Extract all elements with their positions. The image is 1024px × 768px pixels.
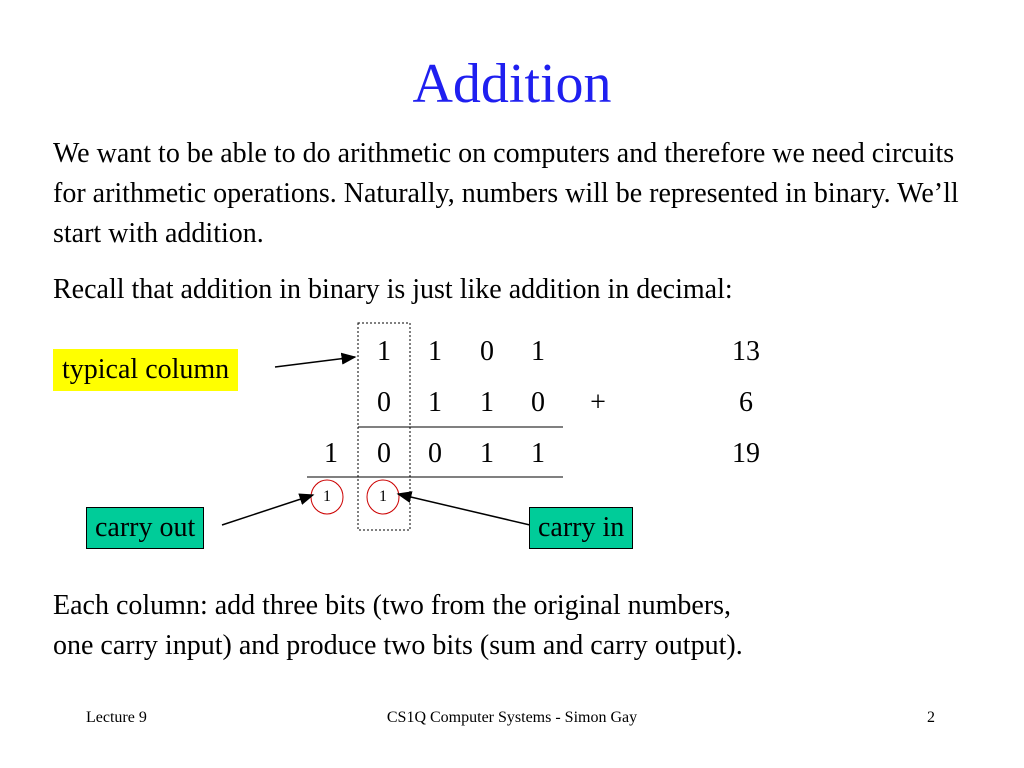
decimal-sum: 19	[732, 438, 760, 469]
carry-bit: 1	[379, 488, 387, 505]
decimal-a: 13	[732, 336, 760, 367]
row2-bit: 1	[480, 387, 494, 418]
result-bit: 1	[324, 438, 338, 469]
result-bit: 0	[377, 438, 391, 469]
intro-paragraph: We want to be able to do arithmetic on computers and therefore we need circuits for arithmetic operations. Naturally, numbers will be represented in binary. We’ll start with addition.	[53, 138, 959, 249]
page-title: Addition	[412, 53, 612, 115]
footer-lecture: Lecture 9	[86, 709, 147, 726]
result-bit: 0	[428, 438, 442, 469]
footer-course: CS1Q Computer Systems - Simon Gay	[386, 709, 638, 726]
result-bit: 1	[531, 438, 545, 469]
row2-bit: 1	[428, 387, 442, 418]
summary-line-2: one carry input) and produce two bits (sum and carry output).	[53, 630, 743, 661]
row1-bit: 1	[377, 336, 391, 367]
carry-out-arrow	[222, 495, 313, 525]
carry-in-arrow	[398, 494, 530, 525]
footer-page-number: 2	[927, 709, 935, 726]
typical-column-label: typical column	[53, 349, 238, 391]
row2-bit: 0	[531, 387, 545, 418]
summary-line-1: Each column: add three bits (two from the original numbers,	[53, 590, 732, 621]
row1-bit: 0	[480, 336, 494, 367]
carry-bit: 1	[323, 488, 331, 505]
row1-bit: 1	[531, 336, 545, 367]
row1-bit: 1	[428, 336, 442, 367]
carry-out-label: carry out	[86, 507, 204, 549]
typical-column-arrow	[275, 357, 355, 367]
plus-operator: +	[590, 387, 606, 418]
row2-bit: 0	[377, 387, 391, 418]
recall-paragraph: Recall that addition in binary is just like addition in decimal:	[53, 274, 733, 305]
carry-in-label: carry in	[529, 507, 633, 549]
result-bit: 1	[480, 438, 494, 469]
decimal-b: 6	[739, 387, 753, 418]
